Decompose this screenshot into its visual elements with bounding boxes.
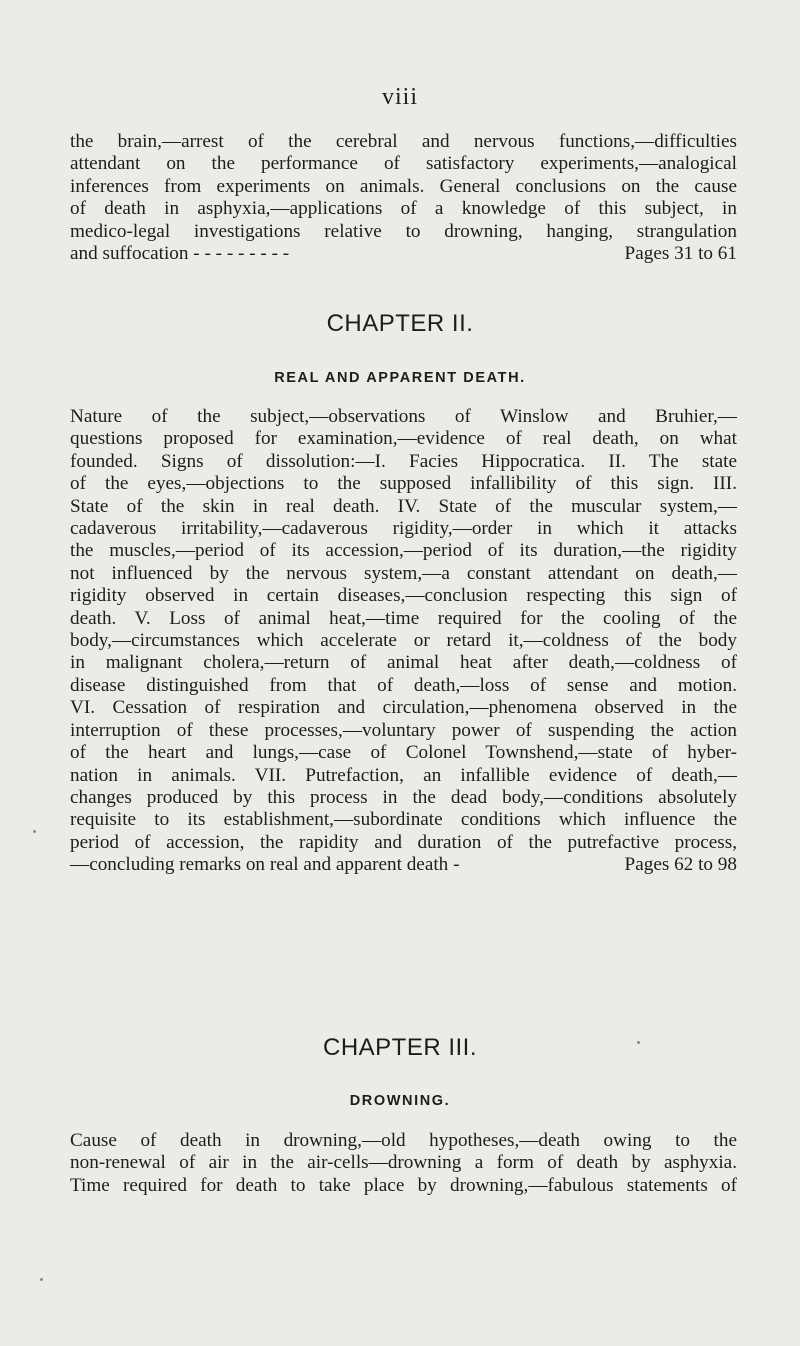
text-line: requisite to its establishment,—subordinate conditions which influence the	[70, 809, 737, 831]
page-range: Pages 31 to 61	[624, 243, 737, 265]
text-line: attendant on the performance of satisfactory experiments,—analogical	[70, 153, 737, 175]
text-line: disease distinguished from that of death,—loss of sense and motion.	[70, 674, 737, 696]
text-line: —concluding remarks on real and apparent death -	[70, 854, 460, 876]
text-line: founded. Signs of dissolution:—I. Facies Hippocratica. II. The state	[70, 450, 737, 472]
chapter-2-heading: CHAPTER II.	[326, 310, 474, 337]
page-number: viii	[381, 84, 418, 110]
text-line: VI. Cessation of respiration and circulation,—phenomena observed in the	[70, 697, 737, 719]
text-line: inferences from experiments on animals. General conclusions on the cause	[70, 175, 737, 197]
text-line: body,—circumstances which accelerate or retard it,—coldness of the body	[70, 630, 737, 652]
text-line: death. V. Loss of animal heat,—time required for the cooling of the	[70, 607, 737, 629]
text-line: medico-legal investigations relative to drowning, hanging, strangulation	[70, 220, 737, 242]
text-line: changes produced by this process in the dead body,—conditions absolutely	[70, 786, 737, 808]
text-line: of the heart and lungs,—case of Colonel Townshend,—state of hyber-	[70, 742, 737, 764]
page-range: Pages 62 to 98	[624, 854, 737, 876]
text-line: period of accession, the rapidity and duration of the putrefactive process,	[70, 831, 737, 853]
text-line: of the eyes,—objections to the supposed infallibility of this sign. III.	[70, 473, 737, 495]
chapter-2-paragraph	[70, 406, 737, 877]
print-speck	[40, 1278, 43, 1281]
text-line: nation in animals. VII. Putrefaction, an infallible evidence of death,—	[70, 764, 737, 786]
chapter-3-paragraph	[70, 1130, 737, 1197]
intro-paragraph	[70, 131, 737, 265]
chapter-3-heading: CHAPTER III.	[322, 1034, 478, 1061]
text-line: questions proposed for examination,—evidence of real death, on what	[70, 428, 737, 450]
print-speck	[33, 830, 36, 833]
text-line: the muscles,—period of its accession,—period of its duration,—the rigidity	[70, 540, 737, 562]
text-line: interruption of these processes,—voluntary power of suspending the action	[70, 719, 737, 741]
text-line: Time required for death to take place by drowning,—fabulous statements of	[70, 1174, 737, 1196]
text-line: in malignant cholera,—return of animal heat after death,—coldness of	[70, 652, 737, 674]
text-line: Nature of the subject,—observations of Winslow and Bruhier,—	[70, 406, 737, 427]
text-line: of death in asphyxia,—applications of a knowledge of this subject, in	[70, 198, 737, 220]
text-line: cadaverous irritability,—cadaverous rigidity,—order in which it attacks	[70, 518, 737, 540]
text-line: not influenced by the nervous system,—a constant attendant on death,—	[70, 562, 737, 584]
text-line: non-renewal of air in the air-cells—drowning a form of death by asphyxia.	[70, 1152, 737, 1174]
print-speck	[637, 1041, 640, 1044]
chapter-2-subheading: REAL AND APPARENT DEATH.	[274, 370, 526, 386]
chapter-2-pages-line	[70, 854, 737, 876]
intro-pages-line	[70, 243, 737, 265]
text-line: State of the skin in real death. IV. State of the muscular system,—	[70, 495, 737, 517]
text-line: and suffocation - - - - - - - - -	[70, 243, 290, 265]
text-line: rigidity observed in certain diseases,—conclusion respecting this sign of	[70, 585, 737, 607]
chapter-3-subheading: DROWNING.	[349, 1093, 451, 1109]
text-line: Cause of death in drowning,—old hypotheses,—death owing to the	[70, 1130, 737, 1151]
text-line: the brain,—arrest of the cerebral and nervous functions,—difficulties	[70, 131, 737, 152]
